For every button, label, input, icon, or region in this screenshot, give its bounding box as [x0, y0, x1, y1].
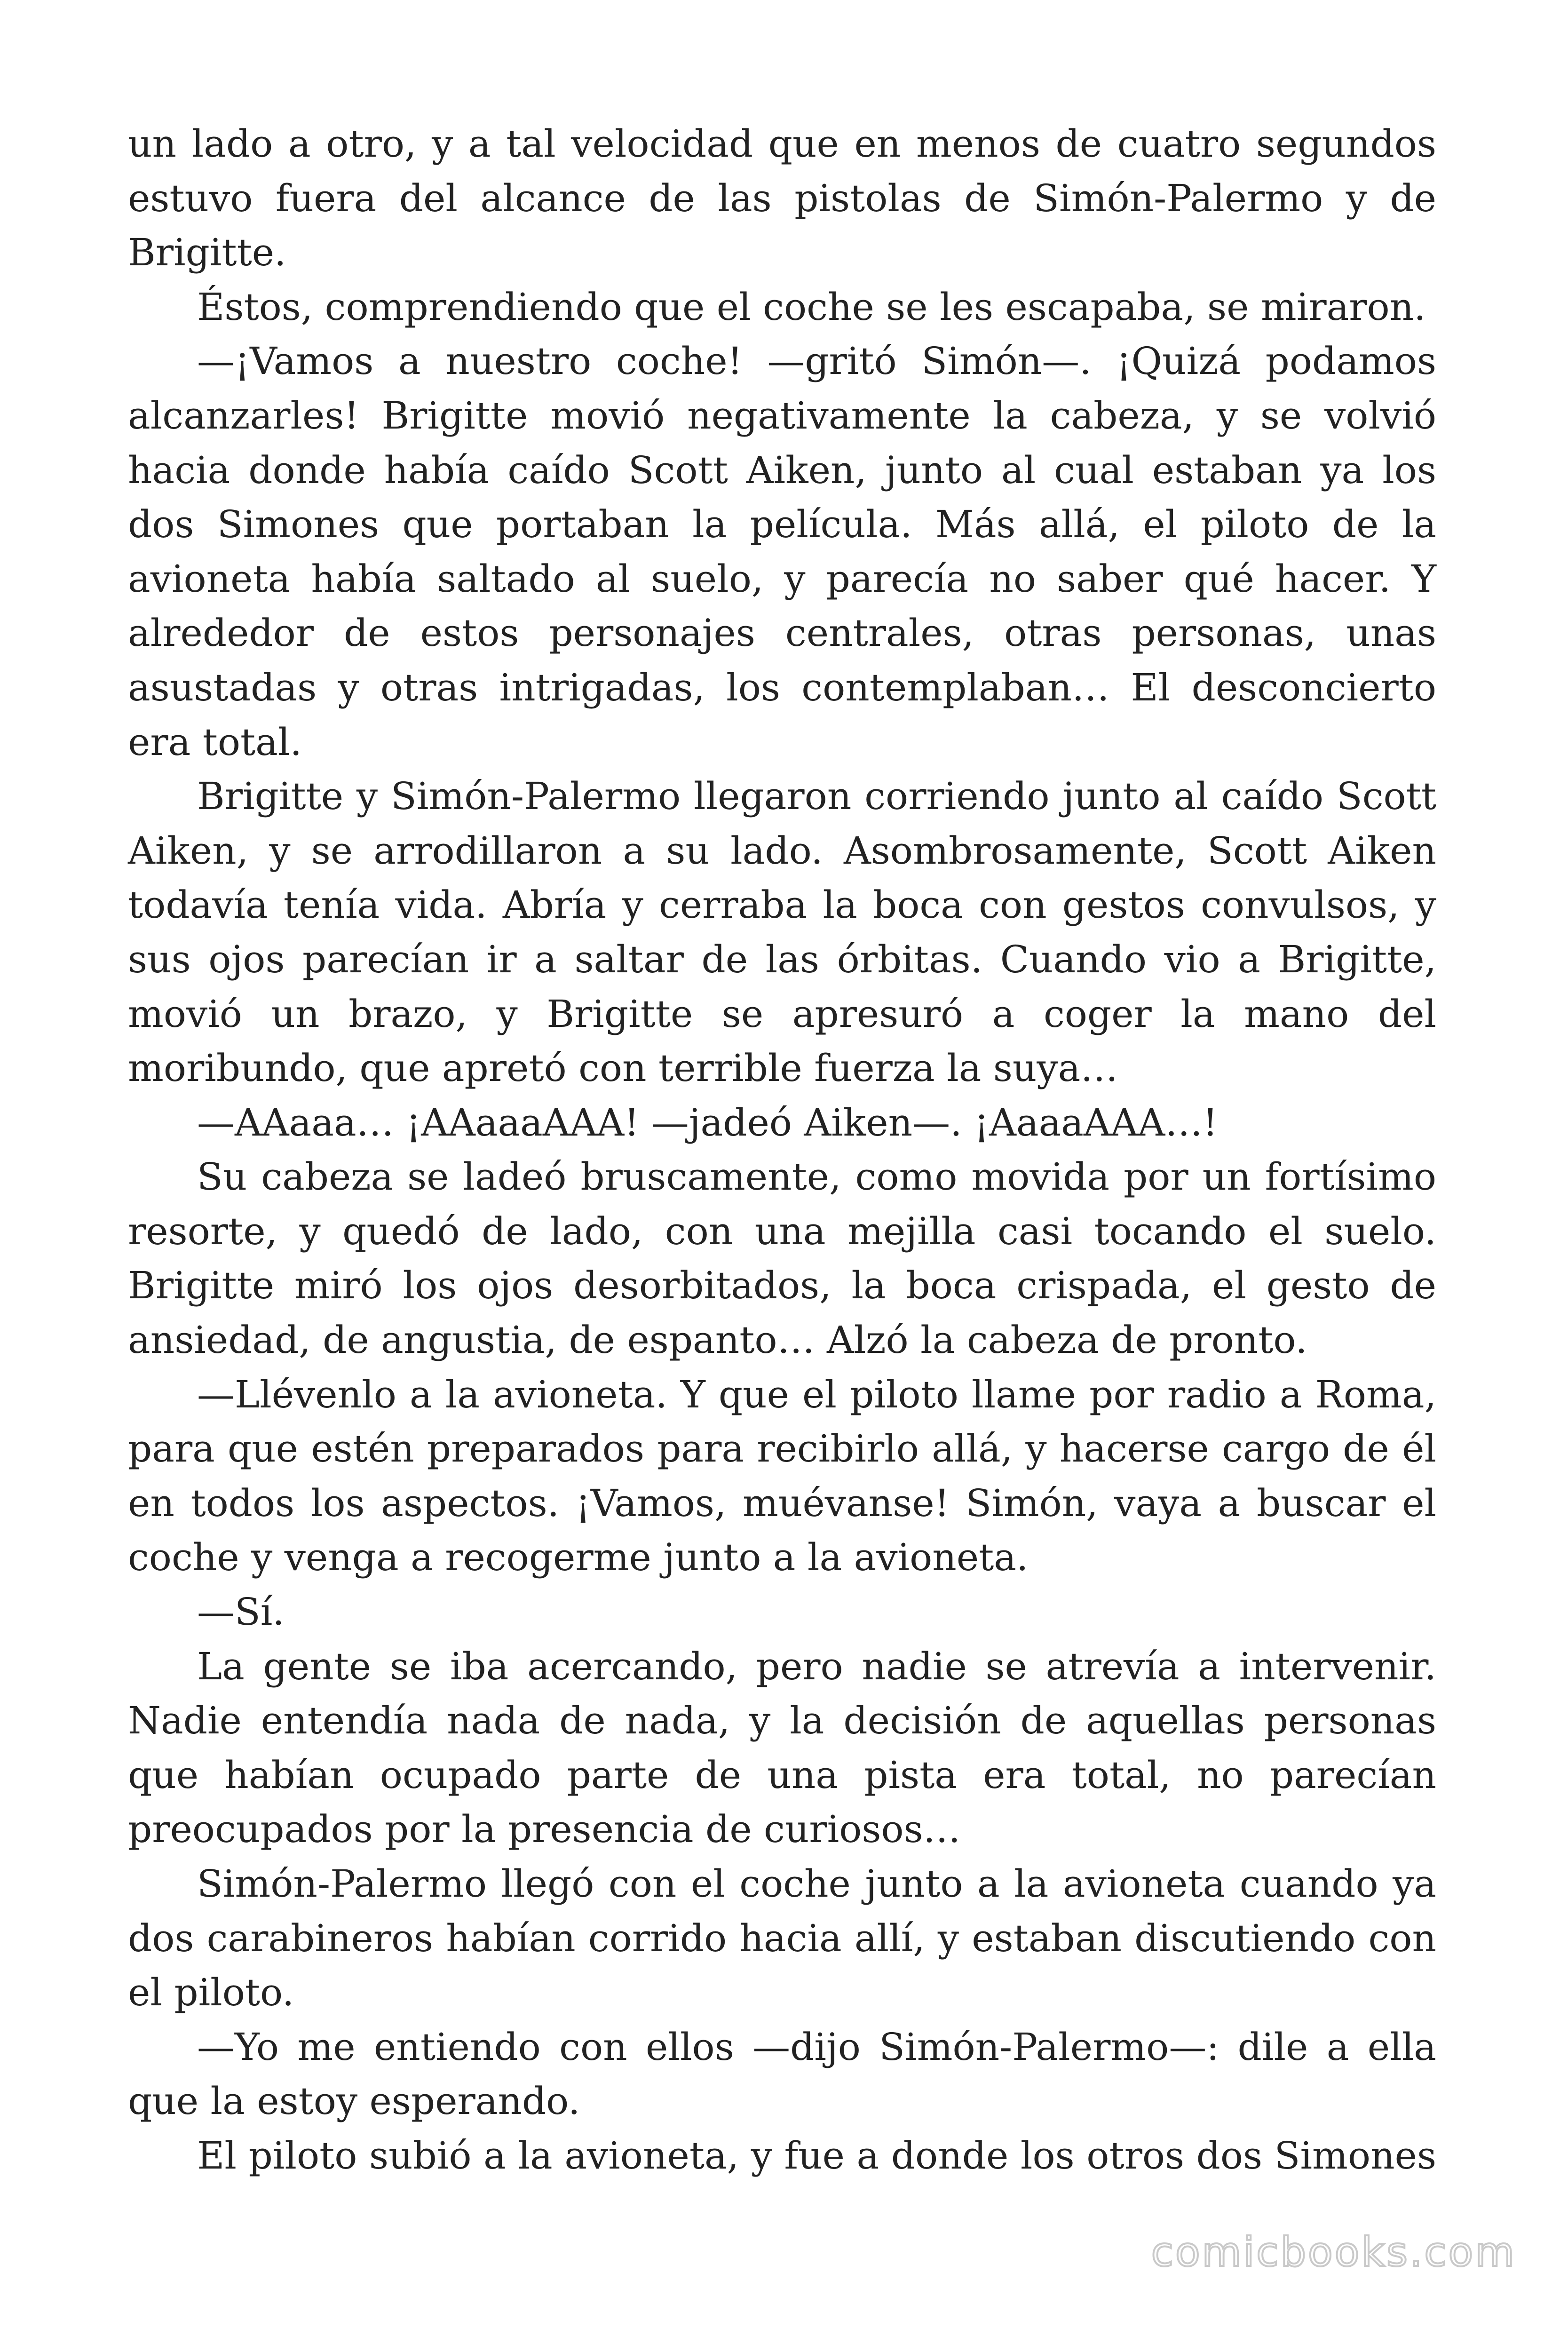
paragraph: Su cabeza se ladeó bruscamente, como movida por un fortísimo resorte, y quedó de lado, con una mejilla casi tocando el suelo. Brigitte miró los ojos desorbitados, la boca crispada, el gesto de ansiedad, de angustia, de espanto… Alzó la cabeza de pronto.: [128, 1155, 1436, 1362]
paragraph: un lado a otro, y a tal velocidad que en menos de cuatro segundos estuvo fuera del alcance de las pistolas de Simón-Palermo y de Brigitte.: [128, 122, 1436, 275]
paragraph: Brigitte y Simón-Palermo llegaron corriendo junto al caído Scott Aiken, y se arrodillaron a su lado. Asombrosamente, Scott Aiken todavía tenía vida. Abría y cerraba la boca con gestos convulsos, y sus ojos parecían ir a saltar de las órbitas. Cuando vio a Brigitte, movió un brazo, y Brigitte se apresuró a coger la mano del moribundo, que apretó con terrible fuerza la suya…: [128, 774, 1436, 1090]
paragraph: Simón-Palermo llegó con el coche junto a la avioneta cuando ya dos carabineros habían corrido hacia allí, y estaban discutiendo con el piloto.: [128, 1862, 1436, 2015]
paragraph: —AAaaa… ¡AAaaaAAA! —jadeó Aiken—. ¡AaaaAAA…!: [197, 1100, 1218, 1144]
paragraph: —Llévenlo a la avioneta. Y que el piloto llame por radio a Roma, para que estén preparados para recibirlo allá, y hacerse cargo de él en todos los aspectos. ¡Vamos, muévanse! Simón, vaya a buscar el coche y venga a recogerme junto a la avioneta.: [128, 1372, 1436, 1580]
watermark-text: comicbooks.com: [1151, 2229, 1516, 2276]
paragraph: —Sí.: [197, 1590, 285, 1634]
paragraph: —Yo me entiendo con ellos —dijo Simón-Palermo—: dile a ella que la estoy esperando.: [128, 2025, 1436, 2123]
paragraph: Éstos, comprendiendo que el coche se les escapaba, se miraron.: [197, 285, 1426, 329]
paragraph: La gente se iba acercando, pero nadie se atrevía a intervenir. Nadie entendía nada de nada, y la decisión de aquellas personas que habían ocupado parte de una pista era total, no parecían preocupados por la presencia de curiosos…: [128, 1644, 1436, 1851]
body-text: [128, 117, 1436, 2183]
paragraph: —¡Vamos a nuestro coche! —gritó Simón—. ¡Quizá podamos alcanzarles! Brigitte movió negativamente la cabeza, y se volvió hacia donde había caído Scott Aiken, junto al cual estaban ya los dos Simones que portaban la película. Más allá, el piloto de la avioneta había saltado al suelo, y parecía no saber qué hacer. Y alrededor de estos personajes centrales, otras personas, unas asustadas y otras intrigadas, los contemplaban… El desconcierto era total.: [128, 339, 1436, 764]
paragraph: El piloto subió a la avioneta, y fue a donde los otros dos Simones: [197, 2133, 1436, 2177]
